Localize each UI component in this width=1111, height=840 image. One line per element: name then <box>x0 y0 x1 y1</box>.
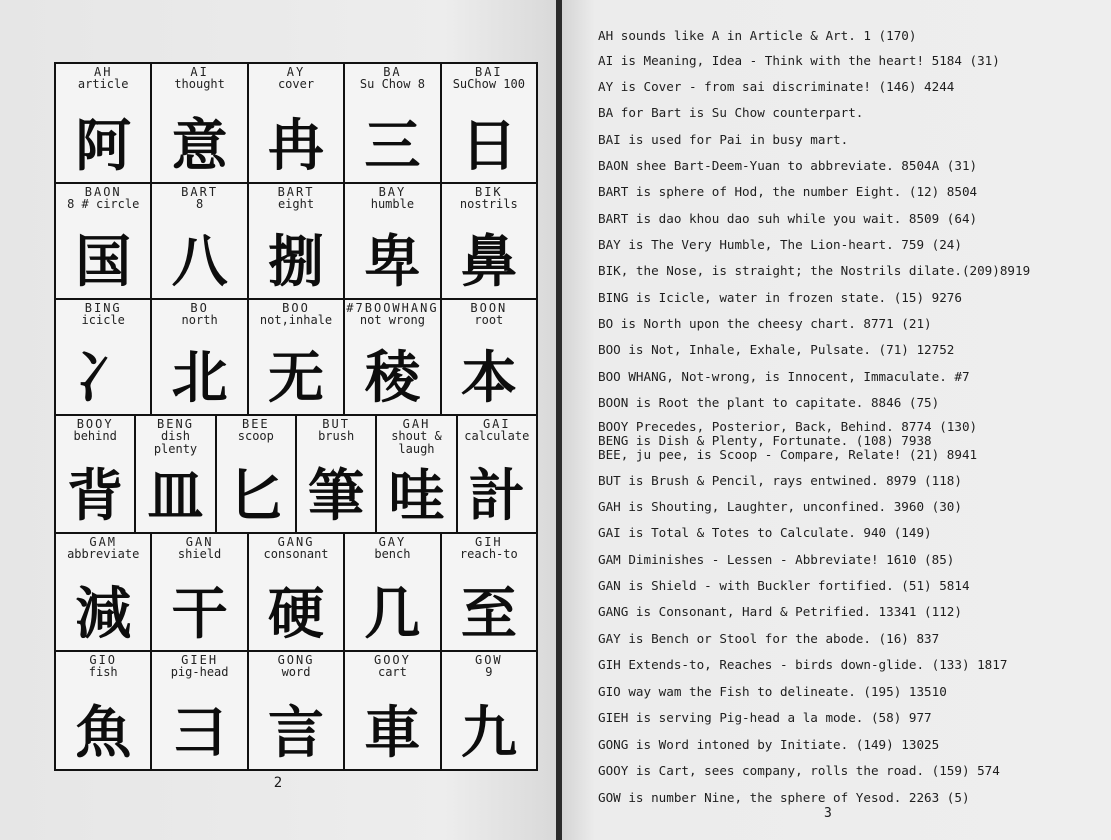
character-cell <box>343 184 439 298</box>
character-cell <box>440 300 536 414</box>
character-cell <box>440 534 536 650</box>
romanization: GAY <box>378 535 407 549</box>
gloss: 8 <box>195 197 204 211</box>
character-cell <box>375 416 455 532</box>
character-cell <box>456 416 536 532</box>
grid-row <box>56 298 536 414</box>
gloss: north <box>181 313 218 327</box>
gloss: word <box>281 665 311 679</box>
character-cell <box>247 300 343 414</box>
grid-row <box>56 64 536 182</box>
page-number: 3 <box>824 806 832 821</box>
romanization: BART <box>181 185 219 199</box>
chinese-character: 稜 <box>364 346 421 411</box>
romanization: GAM <box>89 535 118 549</box>
chinese-character: 几 <box>364 582 421 647</box>
character-cell <box>343 652 439 769</box>
mnemonic-line: BAON shee Bart-Deem-Yuan to abbreviate. 8504A (31) <box>598 158 978 173</box>
chinese-character: 減 <box>75 582 132 647</box>
gloss: fish <box>88 665 118 679</box>
character-cell <box>247 184 343 298</box>
mnemonic-line: BART is dao khou dao suh while you wait. 8509 (64) <box>598 211 978 226</box>
romanization: BO <box>190 301 209 315</box>
chinese-character: 車 <box>364 701 421 766</box>
chinese-character: 日 <box>460 114 517 179</box>
character-cell <box>56 534 150 650</box>
chinese-character: 計 <box>468 464 525 529</box>
gloss: root <box>474 313 504 327</box>
romanization: BAON <box>84 185 122 199</box>
romanization: BOON <box>470 301 508 315</box>
mnemonic-line: GAI is Total & Totes to Calculate. 940 (149) <box>598 525 932 540</box>
gloss: consonant <box>263 547 329 561</box>
character-cell <box>56 652 150 769</box>
character-cell <box>440 184 536 298</box>
romanization: BENG <box>157 417 194 431</box>
chinese-character: 八 <box>171 230 228 295</box>
romanization: GONG <box>277 653 315 667</box>
character-cell <box>150 534 246 650</box>
romanization: GOOY <box>373 653 411 667</box>
character-cell <box>343 64 439 182</box>
gloss: dish plenty <box>153 429 198 456</box>
mnemonic-line: BOON is Root the plant to capitate. 8846 (75) <box>598 395 940 410</box>
romanization: BEE <box>241 417 270 431</box>
grid-row <box>56 532 536 650</box>
romanization: GAN <box>185 535 214 549</box>
gloss: 8 # circle <box>67 197 140 211</box>
mnemonic-line: BEE, ju pee, is Scoop - Compare, Relate! (21) 8941 <box>598 447 978 462</box>
character-cell <box>247 534 343 650</box>
mnemonic-line: BO is North upon the cheesy chart. 8771 (21) <box>598 316 932 331</box>
gloss: shield <box>177 547 222 561</box>
chinese-character: 国 <box>75 230 132 295</box>
character-cell <box>247 64 343 182</box>
character-cell <box>56 416 134 532</box>
character-cell <box>56 184 150 298</box>
chinese-character: 阿 <box>75 114 132 179</box>
character-cell <box>56 64 150 182</box>
chinese-character: 三 <box>364 114 421 179</box>
gloss: bench <box>374 547 411 561</box>
gloss: reach-to <box>459 547 518 561</box>
chinese-character: 哇 <box>388 464 445 529</box>
character-grid <box>54 62 538 771</box>
gloss: 9 <box>485 665 493 679</box>
mnemonic-line: BOO is Not, Inhale, Exhale, Pulsate. (71) 12752 <box>598 342 955 357</box>
gloss: abbreviate <box>67 547 140 561</box>
mnemonic-line: GAY is Bench or Stool for the abode. (16) 837 <box>598 631 940 646</box>
character-cell <box>150 64 246 182</box>
romanization: BART <box>277 185 315 199</box>
romanization: AY <box>286 65 306 79</box>
mnemonic-line: BING is Icicle, water in frozen state. (15) 9276 <box>598 290 962 305</box>
character-cell <box>150 652 246 769</box>
character-cell <box>134 416 214 532</box>
gloss: nostrils <box>459 197 518 211</box>
mnemonic-line: BART is sphere of Hod, the number Eight. (12) 8504 <box>598 184 978 199</box>
chinese-character: 彐 <box>171 701 228 766</box>
gloss: not,inhale <box>259 313 333 327</box>
mnemonic-line: BUT is Brush & Pencil, rays entwined. 8979 (118) <box>598 473 962 488</box>
romanization: BAI <box>474 65 503 79</box>
gloss: humble <box>370 197 415 211</box>
gloss: brush <box>318 429 355 443</box>
mnemonic-line: GAN is Shield - with Buckler fortified. (51) 5814 <box>598 578 970 593</box>
character-cell <box>440 652 536 769</box>
gloss: calculate <box>464 429 530 443</box>
chinese-character: 无 <box>268 346 325 411</box>
romanization: BUT <box>322 417 350 431</box>
chinese-character: 冉 <box>268 114 325 179</box>
mnemonic-line: GONG is Word intoned by Initiate. (149) 13025 <box>598 737 940 752</box>
character-cell <box>247 652 343 769</box>
chinese-character: 捌 <box>268 230 325 295</box>
mnemonic-line: BAI is used for Pai in busy mart. <box>598 132 849 147</box>
romanization: GIO <box>89 653 118 667</box>
chinese-character: 干 <box>171 582 228 647</box>
romanization: BOO <box>282 301 310 315</box>
gloss: shout & laugh <box>391 429 442 456</box>
gloss: thought <box>174 77 225 91</box>
romanization: BA <box>383 65 402 79</box>
romanization: AI <box>190 65 209 79</box>
character-cell <box>440 64 536 182</box>
mnemonic-line: GIEH is serving Pig-head a la mode. (58) 977 <box>598 710 932 725</box>
romanization: GAI <box>482 417 511 431</box>
chinese-character: 九 <box>460 701 517 766</box>
grid-row <box>56 414 536 532</box>
character-cell <box>295 416 375 532</box>
chinese-character: 本 <box>460 346 517 411</box>
gloss: pig-head <box>170 665 229 679</box>
chinese-character: 皿 <box>147 464 204 529</box>
mnemonic-line: BOO WHANG, Not-wrong, is Innocent, Immaculate. #7 <box>598 369 970 384</box>
chinese-character: 意 <box>171 114 228 179</box>
romanization: GIH <box>474 535 503 549</box>
chinese-character: 言 <box>268 701 325 766</box>
gloss: behind <box>73 429 117 443</box>
chinese-character: 鼻 <box>460 230 517 295</box>
chinese-character: 筆 <box>308 464 365 529</box>
character-cell <box>215 416 295 532</box>
romanization: GAH <box>402 417 431 431</box>
mnemonic-line: AH sounds like A in Article & Art. 1 (170) <box>598 28 917 43</box>
gloss: cart <box>377 665 407 679</box>
mnemonic-line: BIK, the Nose, is straight; the Nostrils dilate.(209)8919 <box>598 263 1031 278</box>
romanization: BAY <box>378 185 407 199</box>
romanization: BOOY <box>76 417 114 431</box>
gloss: icicle <box>81 313 125 327</box>
mnemonic-line: BA for Bart is Su Chow counterpart. <box>598 105 864 120</box>
chinese-character: 魚 <box>75 701 132 766</box>
chinese-character: 北 <box>171 346 228 411</box>
gloss: article <box>77 77 129 91</box>
character-cell <box>343 300 439 414</box>
gloss: Su Chow 8 <box>359 77 425 91</box>
mnemonic-line: GAM Diminishes - Lessen - Abbreviate! 1610 (85) <box>598 552 955 567</box>
romanization: AH <box>93 65 113 79</box>
gloss: SuChow 100 <box>452 77 525 91</box>
mnemonic-line: BOOY Precedes, Posterior, Back, Behind. 8774 (130) <box>598 419 978 434</box>
romanization: BING <box>84 301 122 315</box>
grid-row <box>56 182 536 298</box>
mnemonic-line: GOW is number Nine, the sphere of Yesod. 2263 (5) <box>598 790 970 805</box>
romanization: BIK <box>474 185 503 199</box>
chinese-character: 冫 <box>75 346 132 411</box>
chinese-character: 硬 <box>268 582 325 647</box>
character-cell <box>56 300 150 414</box>
character-cell <box>150 300 246 414</box>
mnemonic-line: GANG is Consonant, Hard & Petrified. 13341 (112) <box>598 604 962 619</box>
page-number: 2 <box>273 775 283 791</box>
mnemonic-line: GIH Extends-to, Reaches - birds down-glide. (133) 1817 <box>598 657 1008 672</box>
mnemonic-line: AY is Cover - from sai discriminate! (146) 4244 <box>598 79 955 94</box>
gloss: scoop <box>237 429 274 443</box>
romanization: GIEH <box>181 653 219 667</box>
romanization: GANG <box>277 535 315 549</box>
mnemonic-line: GIO way wam the Fish to delineate. (195) 13510 <box>598 684 947 699</box>
character-cell <box>343 534 439 650</box>
romanization: GOW <box>474 653 503 667</box>
right-page <box>562 0 1111 840</box>
chinese-character: 卑 <box>364 230 421 295</box>
chinese-character: 背 <box>67 464 124 529</box>
gloss: cover <box>277 77 315 91</box>
gloss: eight <box>277 197 315 211</box>
grid-row <box>56 650 536 769</box>
chinese-character: 匕 <box>227 464 284 529</box>
mnemonic-line: AI is Meaning, Idea - Think with the heart! 5184 (31) <box>598 53 1000 68</box>
character-cell <box>150 184 246 298</box>
mnemonic-line: BAY is The Very Humble, The Lion-heart. 759 (24) <box>598 237 962 252</box>
mnemonic-line: GOOY is Cart, sees company, rolls the road. (159) 574 <box>598 763 1000 778</box>
mnemonic-line: BENG is Dish & Plenty, Fortunate. (108) 7938 <box>598 433 932 448</box>
chinese-character: 至 <box>460 582 517 647</box>
mnemonic-line: GAH is Shouting, Laughter, unconfined. 3960 (30) <box>598 499 962 514</box>
gloss: not wrong <box>359 313 425 327</box>
romanization: #7BOOWHANG <box>346 301 439 315</box>
